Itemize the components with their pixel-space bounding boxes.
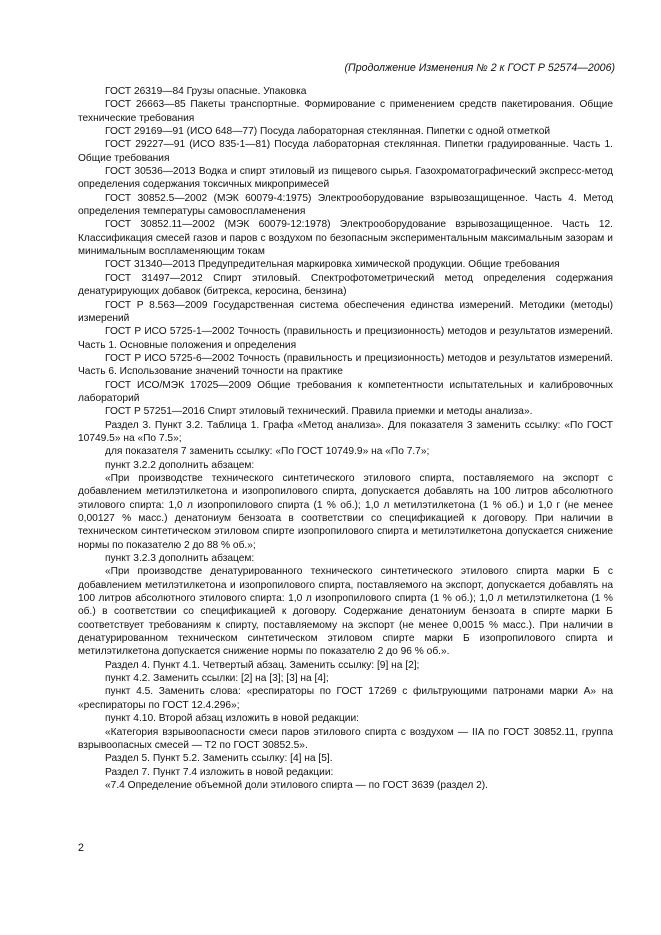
paragraph: ГОСТ Р 8.563—2009 Государственная система обеспечения единства измерений. Методики (методы) измерений: [78, 299, 613, 324]
paragraph: Раздел 4. Пункт 4.1. Четвертый абзац. Заменить ссылку: [9] на [2];: [105, 659, 420, 671]
paragraph: ГОСТ 26663—85 Пакеты транспортные. Формирование с применением средств пакетирования. Общие технические требования: [78, 99, 613, 124]
page-header: (Продолжение Изменения № 2 к ГОСТ Р 52574—2006): [344, 62, 615, 74]
paragraph: ГОСТ Р ИСО 5725-1—2002 Точность (правильность и прецизионность) методов и результатов измерений. Часть 1. Основные положения и определения: [78, 326, 613, 351]
paragraph: ГОСТ 31497—2012 Спирт этиловый. Спектрофотометрический метод определения содержания денатурирующих добавок (битрекса, керосина, бензина): [78, 272, 613, 298]
document-body: [78, 85, 613, 792]
paragraph: ГОСТ 29227—91 (ИСО 835-1—81) Посуда лабораторная стеклянная. Пипетки градуированные. Часть 1. Общие требования: [78, 139, 613, 164]
paragraph: пункт 4.5. Заменить слова: «респираторы по ГОСТ 17269 с фильтрующими патронами марки А» на «респираторы по ГОСТ 12.4.296»;: [78, 686, 613, 711]
paragraph: «7.4 Определение объемной доли этилового спирта — по ГОСТ 3639 (раздел 2).: [105, 779, 489, 791]
paragraph: ГОСТ 31340—2013 Предупредительная маркировка химической продукции. Общие требования: [105, 259, 560, 271]
paragraph: ГОСТ ИСО/МЭК 17025—2009 Общие требования к компетентности испытательных и калибровочных лабораторий: [78, 379, 613, 404]
paragraph: ГОСТ 26319—84 Грузы опасные. Упаковка: [105, 86, 307, 97]
paragraph: «Категория взрывоопасности смеси паров этилового спирта с воздухом — IIA по ГОСТ 30852.11, группа взрывоопасных смесей — Т2 по ГОСТ 30852.5».: [78, 726, 613, 751]
paragraph: ГОСТ 30852.11—2002 (МЭК 60079-12:1978) Электрооборудование взрывозащищенное. Часть 12. Классификация смесей газов и паров с воздухом по безопасным экспериментальным максимальным зазорам и минимальным воспламеняющим токам: [78, 219, 613, 258]
paragraph: ГОСТ 30536—2013 Водка и спирт этиловый из пищевого сырья. Газохроматографический экспресс-метод определения содержания токсичных микропримесей: [78, 166, 613, 191]
paragraph: пункт 3.2.3 дополнить абзацем:: [105, 553, 255, 565]
paragraph: Раздел 7. Пункт 7.4 изложить в новой редакции:: [105, 766, 334, 778]
paragraph: пункт 4.2. Заменить ссылки: [2] на [3]; [3] на [4];: [105, 673, 329, 685]
paragraph: Раздел 3. Пункт 3.2. Таблица 1. Графа «Метод анализа». Для показателя 3 заменить ссылку: «По ГОСТ 10749.5» на «По 7.5»;: [78, 419, 613, 444]
paragraph: ГОСТ 29169—91 (ИСО 648—77) Посуда лабораторная стеклянная. Пипетки с одной отметкой: [105, 126, 551, 138]
paragraph: «При производстве технического синтетического этилового спирта, поставляемого на экспорт с добавлением метилэтилкетона и изопропилового спирта, допускается добавлять на 100 литров абсолютного этилового спирта: 1,0 л изопропилового спирта (1 % об.); 1,0 л метилэтилкетона (1 % об.) и 1,0 г (не менее 0,00127 % масс.) денатониум бензоата в соответствии со спецификацией к договору. При наличии в техническом синтетическом этиловом спирте изопропилового спирта и метилэтилкетона допускается снижение нормы по показателю 2 до 88 % об.»;: [78, 472, 613, 551]
paragraph: пункт 4.10. Второй абзац изложить в новой редакции:: [105, 713, 360, 725]
paragraph: Раздел 5. Пункт 5.2. Заменить ссылку: [4] на [5].: [105, 753, 333, 765]
paragraph: «При производстве денатурированного технического синтетического этилового спирта марки Б с добавлением метилэтилкетона и изопропилового спирта, поставляемого на экспорт, допускается добавлять на 100 литров абсолютного этилового спирта: 1,0 л изопропилового спирта (1 % об.); 1,0 л метилэтилкетона (1 % об.) в соответствии со спецификацией к договору. Содержание денатониум бензоата в спирте марки Б соответствует требованиям к спирту, поставляемому на экспорт (не менее 0,0015 % масс.). При наличии в денатурированном техническом синтетическом этиловом спирте марки Б изопропилового спирта и метилэтилкетона допускается снижение нормы по показателю 2 до 96 % об.».: [78, 566, 613, 658]
paragraph: для показателя 7 заменить ссылку: «По ГОСТ 10749.9» на «По 7.7»;: [105, 446, 430, 458]
paragraph: ГОСТ 30852.5—2002 (МЭК 60079-4:1975) Электрооборудование взрывозащищенное. Часть 4. Метод определения температуры самовоспламенения: [78, 192, 613, 218]
paragraph: ГОСТ Р 57251—2016 Спирт этиловый технический. Правила приемки и методы анализа».: [105, 406, 533, 418]
paragraph: пункт 3.2.2 дополнить абзацем:: [105, 459, 255, 471]
paragraph: ГОСТ Р ИСО 5725-6—2002 Точность (правильность и прецизионность) методов и результатов измерений. Часть 6. Использование значений точности на практике: [78, 352, 613, 378]
page-number: 2: [78, 842, 84, 854]
